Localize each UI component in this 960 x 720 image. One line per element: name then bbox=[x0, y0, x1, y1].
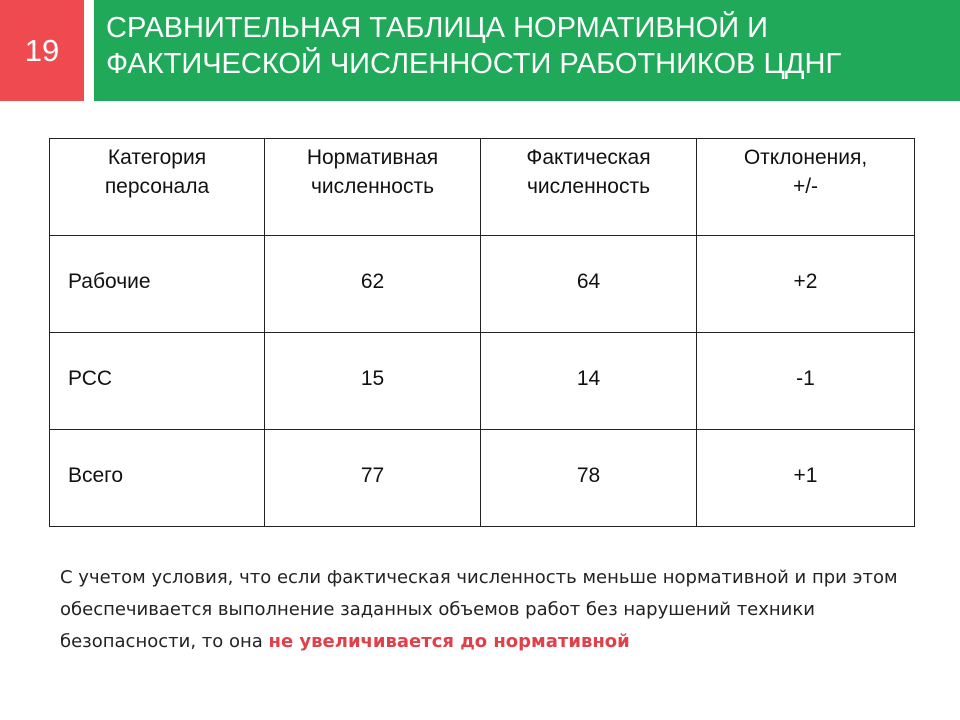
cell-deviation: +2 bbox=[697, 236, 915, 333]
cell-actual: 14 bbox=[481, 333, 697, 430]
header-deviation-line2: +/- bbox=[792, 175, 819, 198]
slide-title-line1: СРАВНИТЕЛЬНАЯ ТАБЛИЦА НОРМАТИВНОЙ И bbox=[106, 12, 768, 44]
footnote bbox=[60, 562, 940, 658]
cell-normative: 77 bbox=[265, 430, 481, 527]
table-row bbox=[50, 430, 915, 527]
header-normative bbox=[265, 139, 481, 236]
slide-title-line2: ФАКТИЧЕСКОЙ ЧИСЛЕННОСТИ РАБОТНИКОВ ЦДНГ bbox=[106, 48, 842, 80]
slide-number bbox=[0, 0, 84, 101]
comparison-table bbox=[49, 138, 915, 527]
footnote-emphasis: не увеличивается до нормативной bbox=[268, 631, 630, 652]
cell-actual: 78 bbox=[481, 430, 697, 527]
slide-number-text: 19 bbox=[24, 32, 60, 68]
table-row bbox=[50, 333, 915, 430]
header-normative-line1: Нормативная bbox=[306, 146, 439, 169]
cell-deviation: -1 bbox=[697, 333, 915, 430]
cell-normative: 15 bbox=[265, 333, 481, 430]
title-bar bbox=[94, 0, 960, 101]
header-category bbox=[50, 139, 265, 236]
cell-category: Всего bbox=[50, 430, 265, 527]
table-row bbox=[50, 236, 915, 333]
header-normative-line2: численность bbox=[310, 175, 435, 198]
header-deviation bbox=[697, 139, 915, 236]
header-category-line1: Категория bbox=[107, 146, 207, 169]
cell-category: РСС bbox=[50, 333, 265, 430]
header-deviation-line1: Отклонения, bbox=[743, 146, 868, 169]
cell-normative: 62 bbox=[265, 236, 481, 333]
header-category-line2: персонала bbox=[104, 175, 210, 198]
cell-deviation: +1 bbox=[697, 430, 915, 527]
slide-title bbox=[106, 10, 946, 82]
header-actual-line1: Фактическая bbox=[526, 146, 651, 169]
header-actual bbox=[481, 139, 697, 236]
table-header-row bbox=[50, 139, 915, 236]
footnote-text: С учетом условия, что если фактическая численность меньше нормативной и при этом обеспечивается выполнение заданных объемов работ без нарушений техники безопасности, то она bbox=[60, 567, 898, 652]
cell-category: Рабочие bbox=[50, 236, 265, 333]
cell-actual: 64 bbox=[481, 236, 697, 333]
header-actual-line2: численность bbox=[526, 175, 651, 198]
